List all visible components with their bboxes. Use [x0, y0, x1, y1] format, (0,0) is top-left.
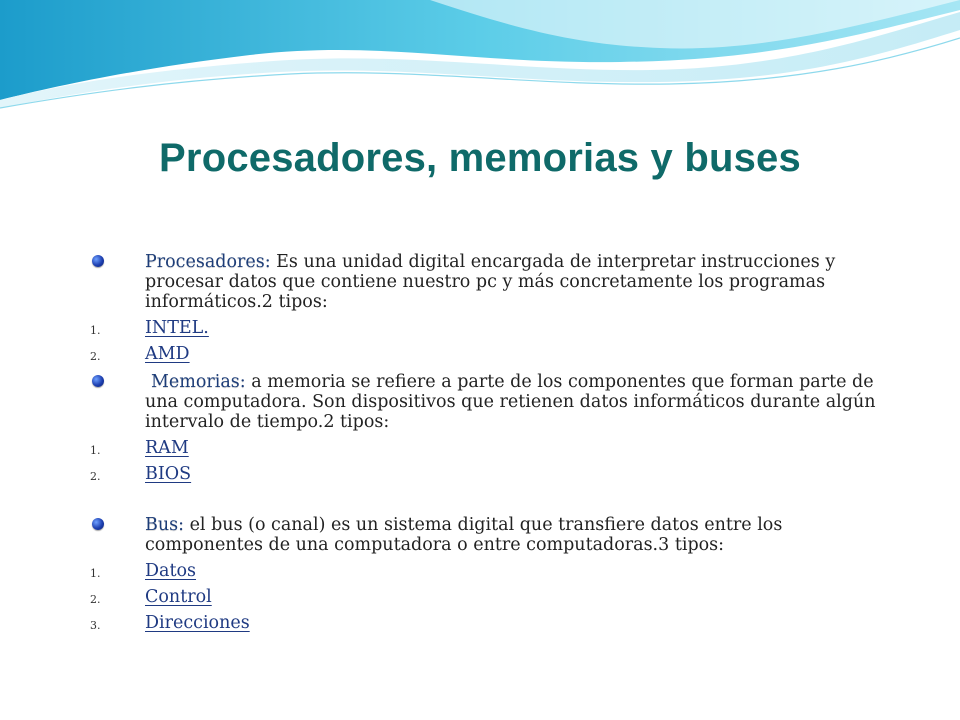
bullet-icon — [92, 518, 104, 530]
list-number: 2. — [90, 350, 101, 363]
list-number: 2. — [90, 470, 101, 483]
list-number: 1. — [90, 324, 101, 337]
list-number: 3. — [90, 619, 101, 632]
link-amd[interactable]: AMD — [145, 344, 190, 364]
text-procesadores: Es una unidad digital encargada de interpretar instrucciones y procesar datos que contiene nuestro pc y más concretamente los programas informáticos.2 tipos: — [145, 252, 836, 312]
list-number: 1. — [90, 567, 101, 580]
link-datos[interactable]: Datos — [145, 561, 197, 581]
link-intel[interactable]: INTEL. — [145, 318, 209, 338]
text-bus: el bus (o canal) es un sistema digital que transfiere datos entre los componentes de una computadora o entre computadoras.3 tipos: — [145, 515, 783, 555]
term-memorias: Memorias: — [151, 372, 246, 392]
link-bios[interactable]: BIOS — [145, 464, 192, 484]
bullet-bus — [145, 515, 900, 555]
list-number: 2. — [90, 593, 101, 606]
slide-title: Procesadores, memorias y buses — [159, 136, 801, 180]
list-number: 1. — [90, 444, 101, 457]
term-procesadores: Procesadores: — [145, 252, 271, 272]
term-bus: Bus: — [145, 515, 185, 535]
bullet-icon — [92, 255, 104, 267]
bullet-procesadores — [145, 252, 900, 312]
bullet-icon — [92, 375, 104, 387]
link-ram[interactable]: RAM — [145, 438, 189, 458]
text-memorias: a memoria se refiere a parte de los componentes que forman parte de una computadora. Son dispositivos que retienen datos informáticos durante algún intervalo de tiempo.2 tipos: — [145, 372, 876, 432]
link-control[interactable]: Control — [145, 587, 212, 607]
bullet-memorias — [145, 372, 900, 432]
link-direcciones[interactable]: Direcciones — [145, 613, 250, 633]
